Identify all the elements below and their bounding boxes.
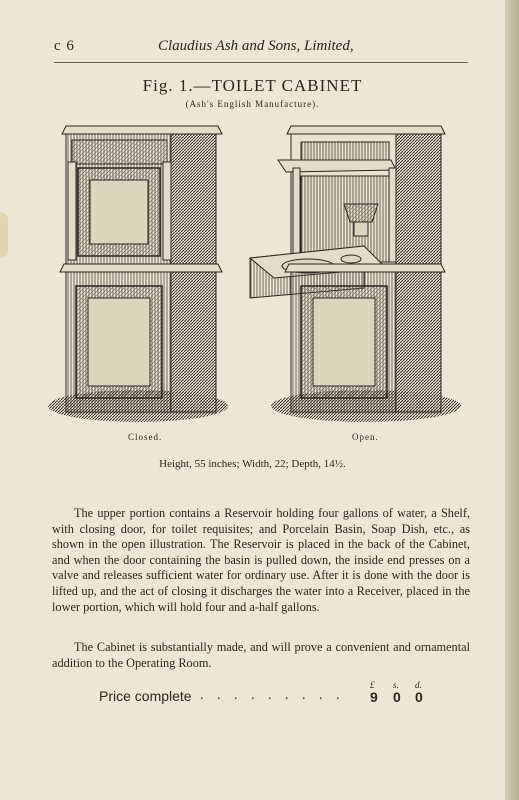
book-spine-edge: [505, 0, 519, 800]
figure-subtitle: (Ash's English Manufacture).: [185, 99, 320, 109]
caption-open: Open.: [352, 432, 379, 442]
page-tab-marker: [0, 212, 8, 258]
description-paragraph-2: The Cabinet is substantially made, and will prove a convenient and ornamental addition to the Operating Room.: [52, 640, 470, 670]
header-rule: [54, 62, 468, 63]
description-paragraph-1: The upper portion contains a Reservoir holding four gallons of water, a Shelf, with closing door, for toilet requisites; and Porcelain Basin, Soap Dish, etc., as shown in the open illustration. The Reservoir is placed in the back of the Cabinet, and when the door containing the basin is pulled down, the inside end presses on a valve and releases sufficient water for ordinary use. After it is done with the door is lifted up, and the act of closing it discharges the water into a Receiver, placed in the lower portion, which will hold four and a-half gallons.: [52, 506, 470, 614]
caption-closed: Closed.: [128, 432, 163, 442]
price-pounds: 9: [370, 689, 378, 705]
price-label: Price complete: [99, 688, 192, 704]
cabinet-illustration: [46, 118, 471, 430]
price-leader-dots: . . . . . . . . .: [200, 688, 345, 703]
running-header: Claudius Ash and Sons, Limited,: [158, 38, 354, 54]
closed-cabinet-drawing: [48, 126, 228, 422]
dimensions-line: Height, 55 inches; Width, 22; Depth, 14½.: [159, 458, 346, 470]
open-cabinet-drawing: [250, 126, 461, 422]
figure-title: Fig. 1.—TOILET CABINET: [142, 76, 363, 95]
price-shillings: 0: [393, 689, 401, 705]
currency-header-pence: d.: [415, 680, 422, 690]
currency-header-pounds: £: [370, 680, 375, 690]
page-number: c 6: [54, 38, 75, 54]
currency-header-shillings: s.: [393, 680, 399, 690]
price-pence: 0: [415, 689, 423, 705]
